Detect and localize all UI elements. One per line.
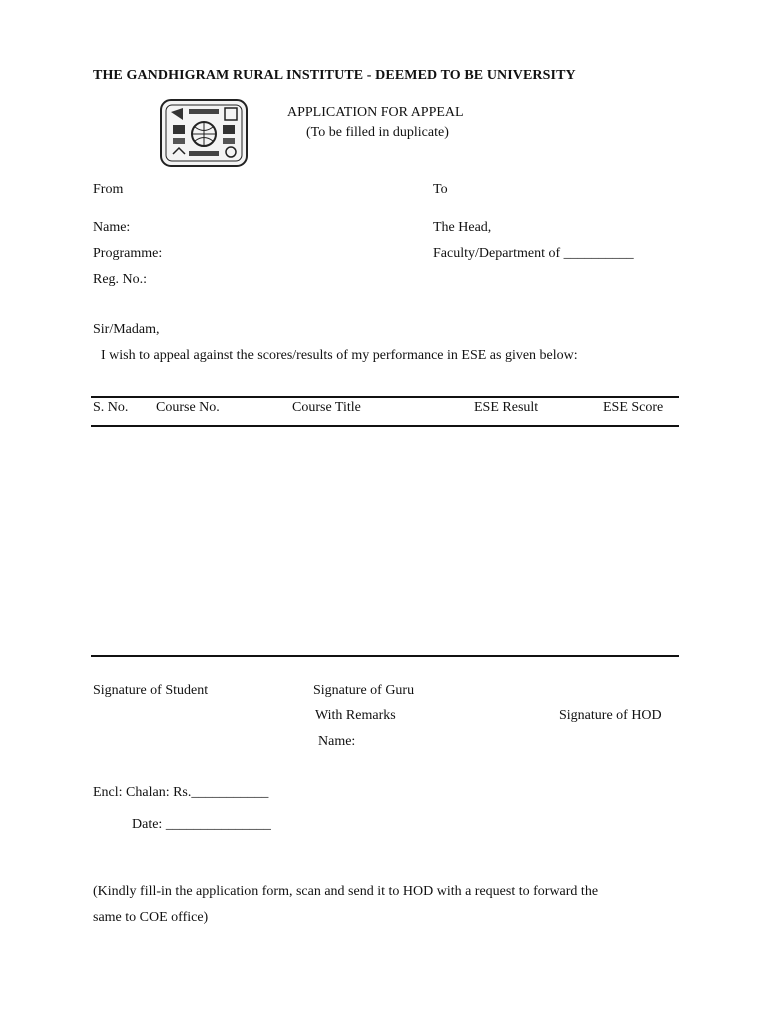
chalan-field: Encl: Chalan: Rs.___________ [93, 785, 269, 800]
instruction-note-line1: (Kindly fill-in the application form, scan and send it to HOD with a request to forward the [93, 884, 599, 899]
form-title: APPLICATION FOR APPEAL [287, 105, 464, 120]
from-label: From [93, 182, 124, 197]
date-field: Date: _______________ [132, 817, 271, 832]
table-body-area[interactable] [91, 428, 679, 654]
guru-signature-label: Signature of Guru [313, 683, 415, 698]
table-header-rule [91, 425, 679, 427]
to-label: To [433, 182, 448, 197]
university-seal-logo [159, 98, 249, 168]
table-top-rule [91, 396, 679, 398]
column-header-ese-score: ESE Score [603, 400, 664, 415]
with-remarks-label: With Remarks [315, 708, 396, 723]
table-bottom-rule [91, 655, 679, 657]
programme-label: Programme: [93, 246, 163, 261]
name-label: Name: [93, 220, 131, 235]
salutation: Sir/Madam, [93, 322, 160, 337]
form-subtitle: (To be filled in duplicate) [306, 125, 449, 140]
column-header-course-no: Course No. [156, 400, 220, 415]
institution-title: THE GANDHIGRAM RURAL INSTITUTE - DEEMED TO BE UNIVERSITY [93, 68, 576, 83]
appeal-statement: I wish to appeal against the scores/results of my performance in ESE as given below: [101, 348, 578, 363]
to-line-department: Faculty/Department of __________ [433, 246, 634, 261]
column-header-course-title: Course Title [292, 400, 361, 415]
hod-signature-label: Signature of HOD [559, 708, 662, 723]
column-header-sno: S. No. [93, 400, 129, 415]
column-header-ese-result: ESE Result [474, 400, 539, 415]
guru-name-label: Name: [318, 734, 356, 749]
instruction-note-line2: same to COE office) [93, 910, 209, 925]
student-signature-label: Signature of Student [93, 683, 209, 698]
regno-label: Reg. No.: [93, 272, 148, 287]
to-line-head: The Head, [433, 220, 492, 235]
